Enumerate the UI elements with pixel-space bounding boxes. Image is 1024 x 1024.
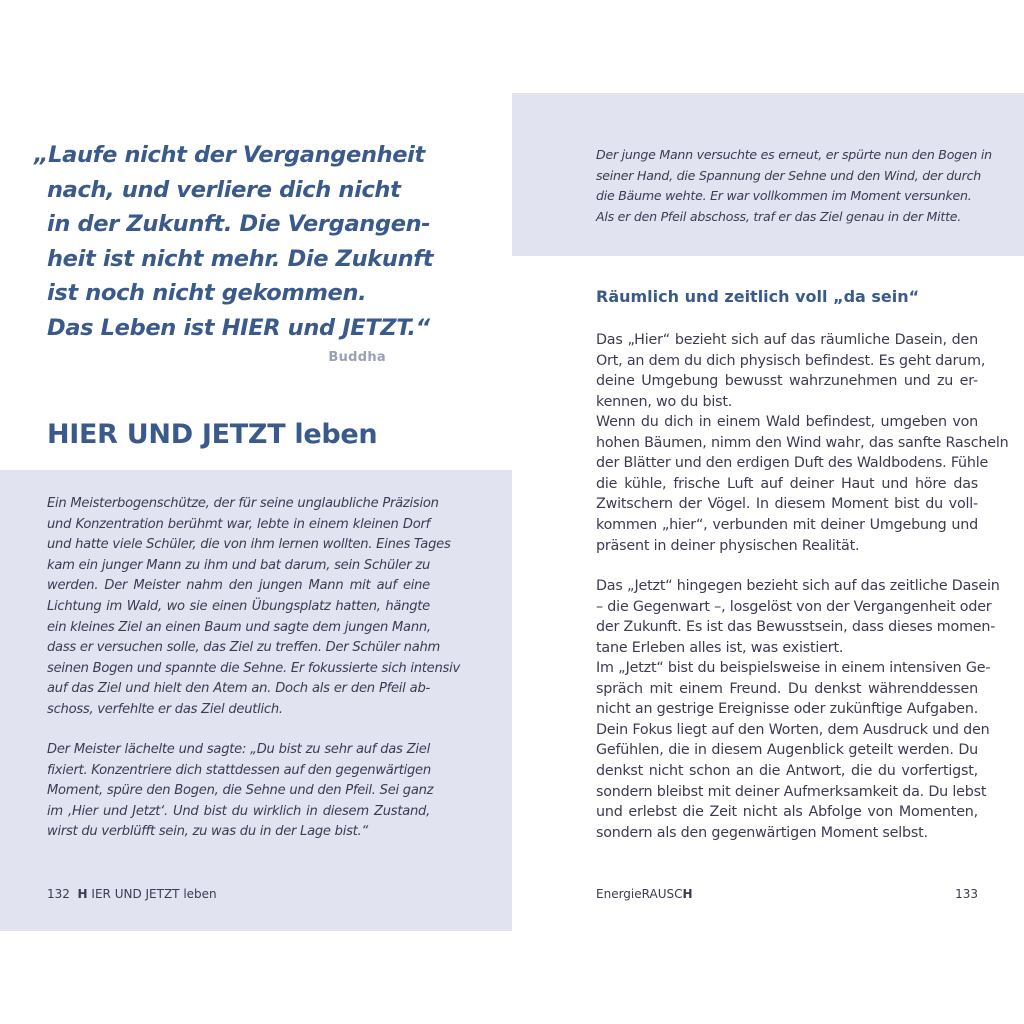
quote-line: heit ist nicht mehr. Die Zukunft <box>47 245 434 272</box>
story-line: Lichtung im Wald, wo sie einen Übungsplatz hatten, hängte <box>47 598 430 614</box>
body-line: und erlebst die Zeit nicht als Abfolge von Momenten, <box>596 804 978 821</box>
buddha-quote <box>34 138 434 346</box>
body-line: denkst nicht schon an die Antwort, die du vorfertigst, <box>596 762 978 779</box>
body-line: Das „Jetzt“ hingegen bezieht sich auf das zeitliche Dasein <box>596 578 1000 594</box>
section-heading: Räumlich und zeitlich voll „da sein“ <box>596 287 920 306</box>
body-line: tane Erleben alles ist, was existiert. <box>596 639 844 656</box>
box-line: die Bäume wehte. Er war vollkommen im Moment versunken. <box>596 188 972 204</box>
body-line: kennen, wo du bist. <box>596 393 733 410</box>
body-line: – die Gegenwart –, losgelöst von der Vergangenheit oder <box>596 598 992 615</box>
footer-initial: H <box>77 887 88 901</box>
body-line: Im „Jetzt“ bist du beispielsweise in einem intensiven Ge- <box>596 660 991 676</box>
quote-author: Buddha <box>328 350 386 365</box>
body-line: präsent in deiner physischen Realität. <box>596 537 860 554</box>
body-paragraph-3 <box>596 576 1000 658</box>
body-line: deine Umgebung bewusst wahrzunehmen und zu er- <box>596 373 978 390</box>
body-line: der Blätter und den erdigen Duft des Waldbodens. Fühle <box>596 455 989 472</box>
left-footer <box>47 887 217 901</box>
body-line: nicht an gestrige Ereignisse oder zukünftige Aufgaben. <box>596 701 979 718</box>
quote-line: nach, und verliere dich nicht <box>47 176 401 203</box>
story-line: wirst du verblüfft sein, zu was du in der Lage bist.“ <box>47 824 368 840</box>
body-line: Ort, an dem du dich physisch befindest. Es geht darum, <box>596 352 986 369</box>
body-line: die kühle, frische Luft auf deiner Haut und höre das <box>596 475 978 492</box>
story-line: kam ein junger Mann zu ihm und bat darum, sein Schüler zu <box>47 557 430 573</box>
story-paragraph-1 <box>47 494 460 721</box>
story-line: Moment, spüre den Bogen, die Sehne und den Pfeil. Sei ganz <box>47 783 434 799</box>
page-number: 132 <box>47 887 70 901</box>
body-line: sondern als den gegenwärtigen Moment selbst. <box>596 824 928 841</box>
story-continuation <box>596 145 992 227</box>
story-line: werden. Der Meister nahm den jungen Mann mit auf eine <box>47 578 430 594</box>
box-line: Der junge Mann versuchte es erneut, er spürte nun den Bogen in <box>596 147 992 162</box>
body-line: Zwitschern der Vögel. In diesem Moment bist du voll- <box>596 496 978 513</box>
story-line: und Konzentration berühmt war, lebte in einem kleinen Dorf <box>47 516 430 532</box>
body-line: spräch mit einem Freund. Du denkst währenddessen <box>596 680 978 697</box>
body-line: Gefühlen, die in diesem Augenblick geteilt werden. Du <box>596 742 978 759</box>
story-line: schoss, verfehlte er das Ziel deutlich. <box>47 701 283 717</box>
body-line: der Zukunft. Es ist das Bewusstsein, dass dieses momen- <box>596 619 996 636</box>
page-number: 133 <box>955 887 978 901</box>
footer-title: IER UND JETZT leben <box>91 887 217 901</box>
quote-line: in der Zukunft. Die Vergangen- <box>47 211 431 238</box>
body-paragraph-2 <box>596 412 1009 556</box>
story-line: Der Meister lächelte und sagte: „Du bist zu sehr auf das Ziel <box>47 742 430 757</box>
quote-line: ist noch nicht gekommen. <box>47 280 367 307</box>
brand-prefix: EnergieRAUSC <box>596 887 683 901</box>
body-line: sondern bleibst mit deiner Aufmerksamkeit da. Du lebst <box>596 783 987 800</box>
body-line: hohen Bäumen, nimm den Wind wahr, das sanfte Rascheln <box>596 434 1009 451</box>
story-line: Ein Meisterbogenschütze, der für seine unglaubliche Präzision <box>47 496 439 511</box>
body-paragraph-4 <box>596 658 991 843</box>
body-line: kommen „hier“, verbunden mit deiner Umgebung und <box>596 516 978 533</box>
quote-line: „Laufe nicht der Vergangenheit <box>34 142 425 168</box>
box-line: seiner Hand, die Spannung der Sehne und den Wind, der durch <box>596 167 981 183</box>
story-line: und hatte viele Schüler, die von ihm lernen wollten. Eines Tages <box>47 537 451 553</box>
chapter-heading: HIER UND JETZT leben <box>47 419 378 450</box>
box-line: Als er den Pfeil abschoss, traf er das Ziel genau in der Mitte. <box>596 208 962 224</box>
right-footer-brand <box>596 887 693 901</box>
quote-line: Das Leben ist HIER und JETZT.“ <box>47 314 430 341</box>
body-line: Das „Hier“ bezieht sich auf das räumliche Dasein, den <box>596 332 978 348</box>
story-line: fixiert. Konzentriere dich stattdessen auf den gegenwärtigen <box>47 762 431 778</box>
body-paragraph-1 <box>596 330 986 412</box>
story-line: im ‚Hier und Jetzt‘. Und bist du wirklich in diesem Zustand, <box>47 803 430 819</box>
story-paragraph-2 <box>47 740 434 843</box>
brand-suffix: H <box>682 887 693 901</box>
body-line: Wenn du dich in einem Wald befindest, umgeben von <box>596 414 978 430</box>
story-line: seinen Bogen und spannte die Sehne. Er fokussierte sich intensiv <box>47 660 460 676</box>
story-line: dass er versuchen solle, das Ziel zu treffen. Der Schüler nahm <box>47 640 441 656</box>
story-line: ein kleines Ziel an einen Baum und sagte dem jungen Mann, <box>47 619 431 635</box>
body-line: Dein Fokus liegt auf den Worten, dem Ausdruck und den <box>596 721 990 738</box>
story-line: auf das Ziel und hielt den Atem an. Doch als er den Pfeil ab- <box>47 681 430 697</box>
